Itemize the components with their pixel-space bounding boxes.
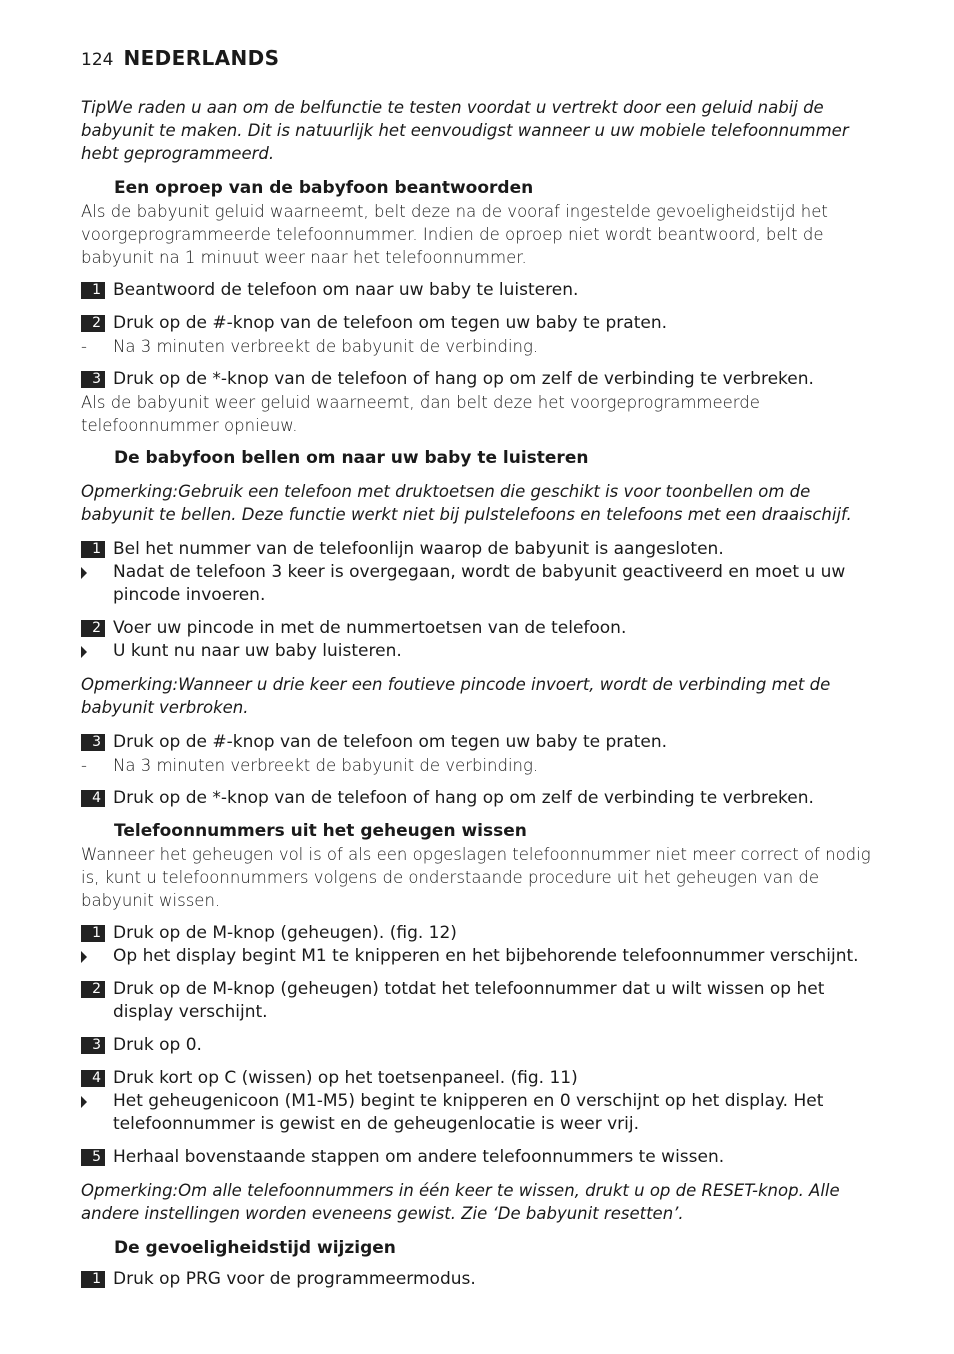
step-number: 3 bbox=[81, 371, 105, 388]
section-heading-delete-numbers: Telefoonnummers uit het geheugen wissen bbox=[114, 821, 527, 841]
step-number: 2 bbox=[81, 981, 105, 998]
page-header bbox=[81, 46, 888, 70]
note: Opmerking:Gebruik een telefoon met druktoetsen die geschikt is voor toonbellen om de babyunit te bellen. Deze functie werkt niet bij pulstelefoons en telefoons met een draaischijf. bbox=[81, 482, 852, 524]
result-item bbox=[81, 1090, 888, 1136]
result-text: Het geheugenicoon (M1-M5) begint te knipperen en 0 verschijnt op het display. Het telefoonnummer is gewist en de geheugenlocatie is weer vrij. bbox=[113, 1091, 824, 1134]
result-text: Nadat de telefoon 3 keer is overgegaan, wordt de babyunit geactiveerd en moet u uw pincode invoeren. bbox=[113, 562, 846, 605]
step-item bbox=[81, 922, 888, 945]
step-text: Druk op de *-knop van de telefoon of hang op om zelf de verbinding te verbreken. bbox=[113, 369, 814, 389]
step-item bbox=[81, 1067, 888, 1090]
step-number: 2 bbox=[81, 620, 105, 637]
section-heading-answer-call: Een oproep van de babyfoon beantwoorden bbox=[114, 178, 534, 198]
result-item bbox=[81, 640, 888, 663]
triangle-right-icon bbox=[81, 640, 105, 658]
section-paragraph: Als de babyunit weer geluid waarneemt, dan belt deze het voorgeprogrammeerde telefoonnummer opnieuw. bbox=[81, 393, 760, 435]
step-number: 1 bbox=[81, 541, 105, 558]
step-number: 1 bbox=[81, 1271, 105, 1288]
tip-note: TipWe raden u aan om de belfunctie te testen voordat u vertrekt door een geluid nabij de babyunit te maken. Dit is natuurlijk het eenvoudigst wanneer u uw mobiele telefoonnummer hebt geprogrammeerd. bbox=[81, 98, 849, 163]
step-item bbox=[81, 538, 888, 561]
section-intro: Wanneer het geheugen vol is of als een opgeslagen telefoonnummer niet meer correct of nodig is, kunt u telefoonnummers volgens de onderstaande procedure uit het geheugen van de babyunit wissen. bbox=[81, 845, 871, 910]
triangle-right-icon bbox=[81, 1090, 105, 1108]
step-number: 4 bbox=[81, 790, 105, 807]
step-item bbox=[81, 1268, 888, 1291]
dash-text: Na 3 minuten verbreekt de babyunit de verbinding. bbox=[113, 337, 539, 356]
section-heading-call-babyphone: De babyfoon bellen om naar uw baby te luisteren bbox=[114, 448, 589, 468]
step-item bbox=[81, 731, 888, 754]
step-text: Beantwoord de telefoon om naar uw baby te luisteren. bbox=[113, 280, 579, 300]
dash-text: Na 3 minuten verbreekt de babyunit de verbinding. bbox=[113, 756, 539, 775]
step-text: Druk op de M-knop (geheugen) totdat het telefoonnummer dat u wilt wissen op het display verschijnt. bbox=[113, 979, 825, 1022]
step-number: 1 bbox=[81, 925, 105, 942]
step-number: 5 bbox=[81, 1149, 105, 1166]
step-number: 1 bbox=[81, 282, 105, 299]
section-heading-sensitivity: De gevoeligheidstijd wijzigen bbox=[114, 1238, 396, 1258]
step-text: Druk op de #-knop van de telefoon om tegen uw baby te praten. bbox=[113, 732, 668, 752]
section-intro: Als de babyunit geluid waarneemt, belt deze na de vooraf ingestelde gevoeligheidstijd het voorgeprogrammeerde telefoonnummer. Indien de oproep niet wordt beantwoord, belt de babyunit na 1 minuut weer naar het telefoonnummer. bbox=[81, 202, 828, 267]
step-text: Druk op 0. bbox=[113, 1035, 202, 1055]
step-item bbox=[81, 787, 888, 810]
result-item bbox=[81, 945, 888, 968]
step-item bbox=[81, 1146, 888, 1169]
note: Opmerking:Wanneer u drie keer een foutieve pincode invoert, wordt de verbinding met de babyunit verbroken. bbox=[81, 675, 831, 717]
triangle-right-icon bbox=[81, 945, 105, 963]
step-number: 2 bbox=[81, 315, 105, 332]
page-number: 124 bbox=[81, 50, 114, 70]
dash-item bbox=[81, 754, 888, 777]
step-item bbox=[81, 1034, 888, 1057]
step-item bbox=[81, 617, 888, 640]
step-text: Druk op de *-knop van de telefoon of hang op om zelf de verbinding te verbreken. bbox=[113, 788, 814, 808]
result-text: U kunt nu naar uw baby luisteren. bbox=[113, 641, 402, 661]
result-text: Op het display begint M1 te knipperen en het bijbehorende telefoonnummer verschijnt. bbox=[113, 946, 859, 966]
step-item bbox=[81, 368, 888, 391]
dash-marker: - bbox=[81, 337, 87, 356]
step-text: Druk op PRG voor de programmeermodus. bbox=[113, 1269, 476, 1289]
note: Opmerking:Om alle telefoonnummers in één keer te wissen, drukt u op de RESET-knop. Alle andere instellingen worden eveneens gewist. Zie ‘De babyunit resetten’. bbox=[81, 1181, 840, 1223]
triangle-right-icon bbox=[81, 561, 105, 579]
step-text: Druk op de M-knop (geheugen). (fig. 12) bbox=[113, 923, 457, 943]
result-item bbox=[81, 561, 888, 607]
step-text: Voer uw pincode in met de nummertoetsen van de telefoon. bbox=[113, 618, 627, 638]
dash-item bbox=[81, 335, 888, 358]
step-item bbox=[81, 978, 888, 1024]
step-item bbox=[81, 312, 888, 335]
step-text: Druk op de #-knop van de telefoon om tegen uw baby te praten. bbox=[113, 313, 668, 333]
step-text: Bel het nummer van de telefoonlijn waarop de babyunit is aangesloten. bbox=[113, 539, 724, 559]
step-item bbox=[81, 279, 888, 302]
step-text: Herhaal bovenstaande stappen om andere telefoonnummers te wissen. bbox=[113, 1147, 725, 1167]
dash-marker: - bbox=[81, 756, 87, 775]
step-number: 3 bbox=[81, 1037, 105, 1054]
step-text: Druk kort op C (wissen) op het toetsenpaneel. (fig. 11) bbox=[113, 1068, 578, 1088]
step-number: 3 bbox=[81, 734, 105, 751]
language-title: NEDERLANDS bbox=[123, 46, 280, 70]
step-number: 4 bbox=[81, 1070, 105, 1087]
